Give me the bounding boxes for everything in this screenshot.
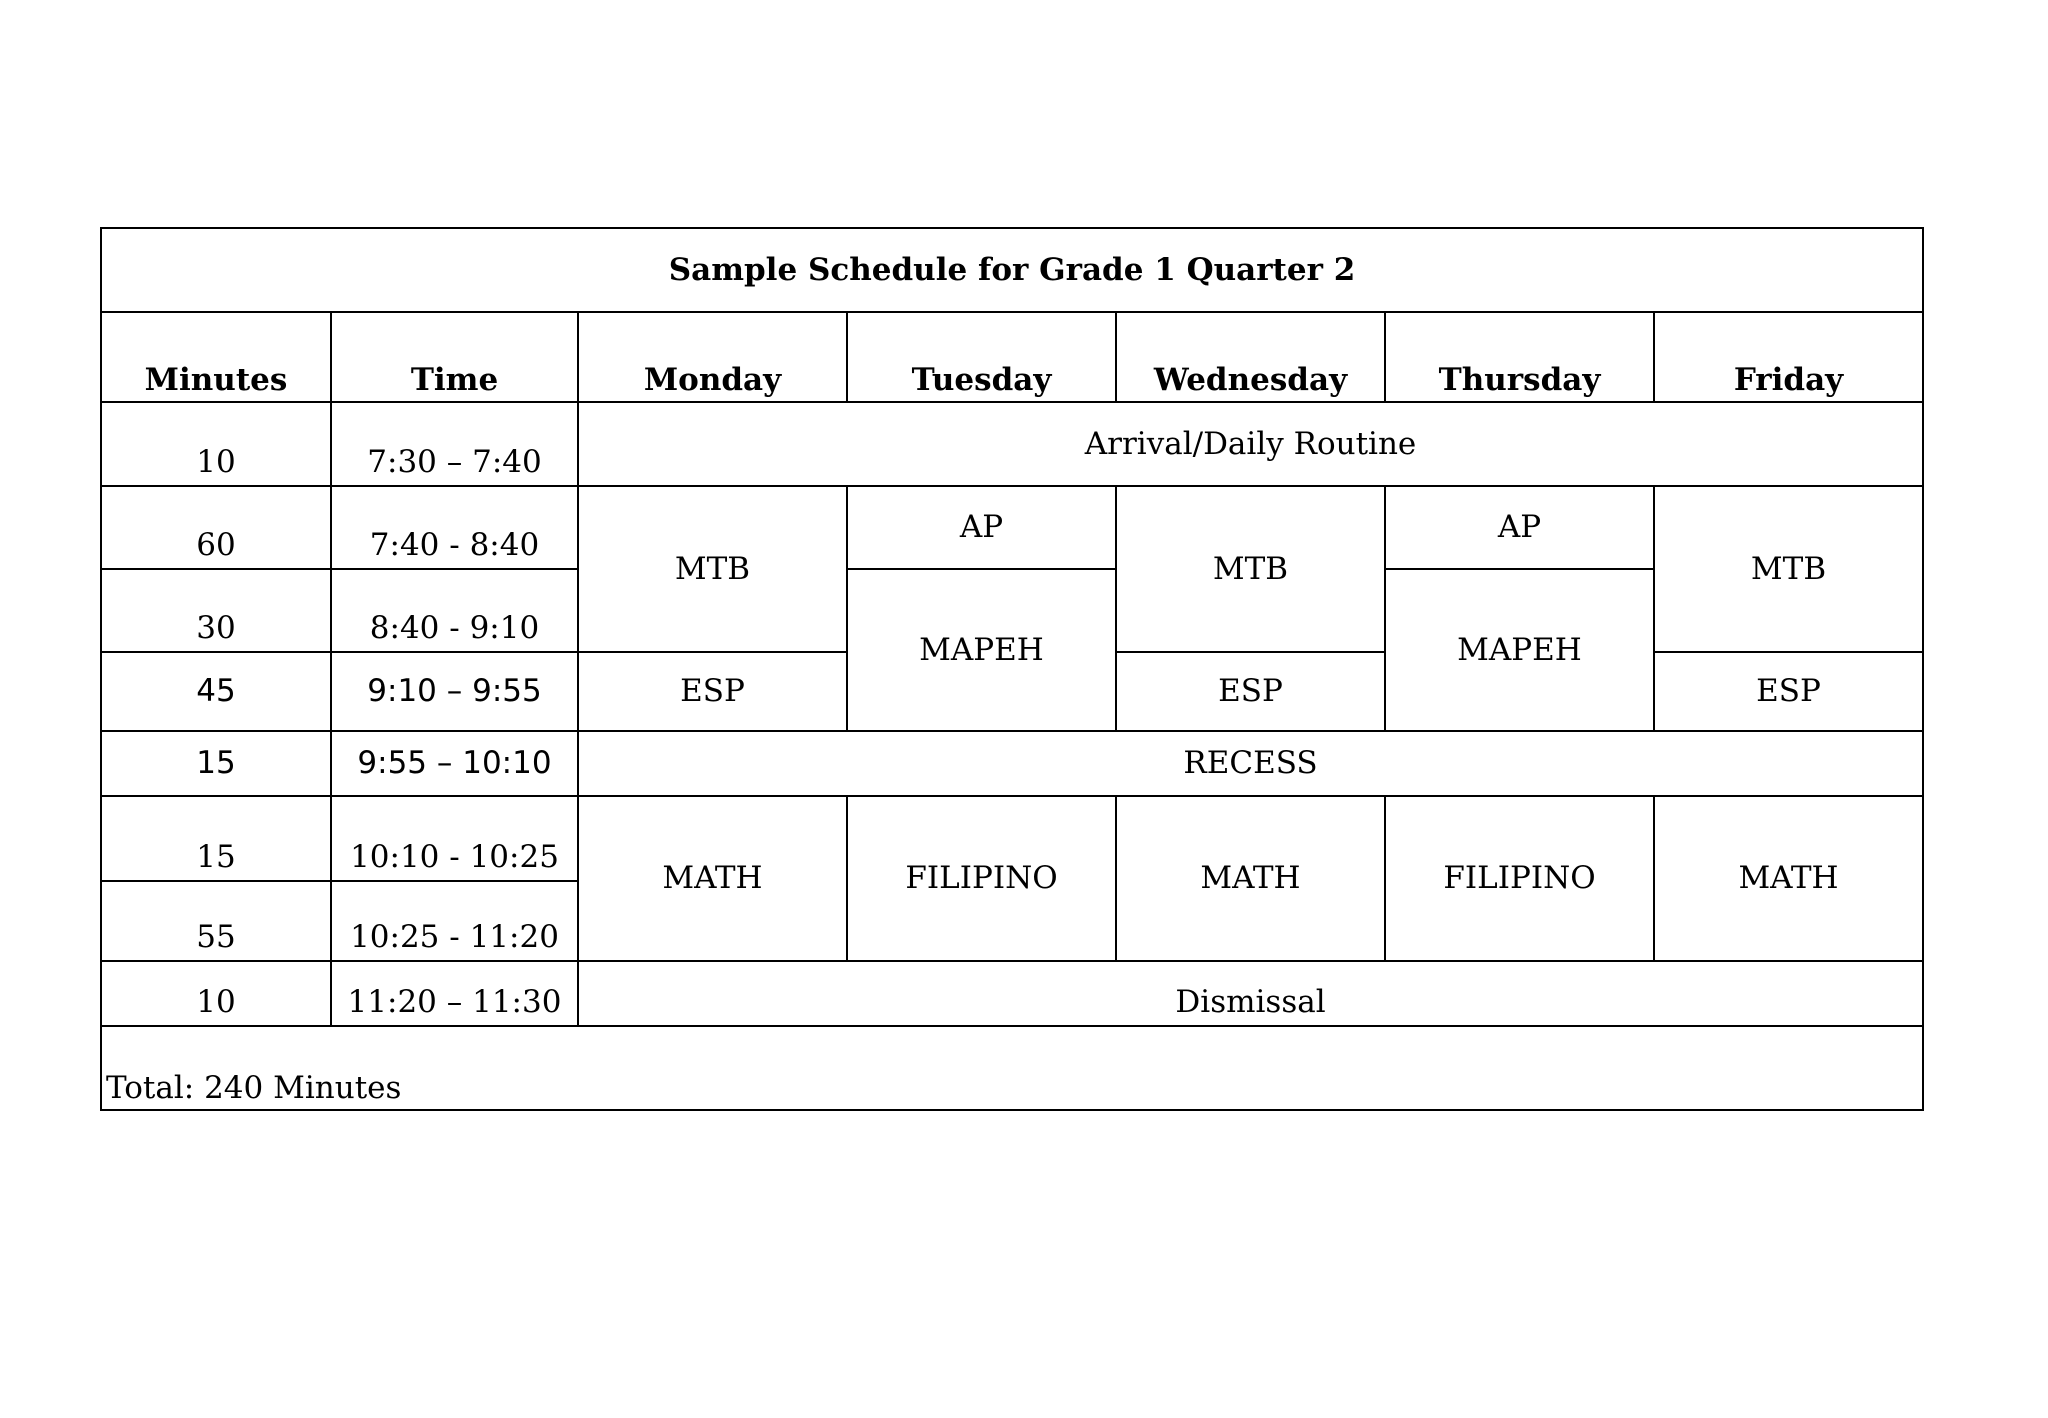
schedule-title: Sample Schedule for Grade 1 Quarter 2: [101, 228, 1923, 312]
block3-minutes: 45: [101, 652, 331, 731]
arrival-row: [101, 402, 1923, 486]
friday-mtb: MTB: [1654, 486, 1923, 652]
header-time: Time: [331, 312, 578, 402]
arrival-activity: Arrival/Daily Routine: [578, 402, 1923, 486]
recess-time: 9:55 – 10:10: [331, 731, 578, 796]
arrival-time: 7:30 – 7:40: [331, 402, 578, 486]
block5-minutes: 55: [101, 881, 331, 961]
tuesday-mapeh: MAPEH: [847, 569, 1116, 731]
recess-row: [101, 731, 1923, 796]
total-minutes: Total: 240 Minutes: [101, 1026, 1923, 1110]
tuesday-ap: AP: [847, 486, 1116, 569]
tuesday-filipino: FILIPINO: [847, 796, 1116, 961]
dismissal-activity: Dismissal: [578, 961, 1923, 1026]
dismissal-row: [101, 961, 1923, 1026]
monday-math: MATH: [578, 796, 847, 961]
arrival-minutes: 10: [101, 402, 331, 486]
block2-minutes: 30: [101, 569, 331, 652]
total-row: [101, 1026, 1923, 1110]
block5-time: 10:25 - 11:20: [331, 881, 578, 961]
block1-time: 7:40 - 8:40: [331, 486, 578, 569]
recess-activity: RECESS: [578, 731, 1923, 796]
thursday-filipino: FILIPINO: [1385, 796, 1654, 961]
block1-row: [101, 486, 1923, 569]
block1-minutes: 60: [101, 486, 331, 569]
block2-row: [101, 569, 1923, 652]
monday-mtb: MTB: [578, 486, 847, 652]
header-friday: Friday: [1654, 312, 1923, 402]
friday-math: MATH: [1654, 796, 1923, 961]
header-wednesday: Wednesday: [1116, 312, 1385, 402]
wednesday-mtb: MTB: [1116, 486, 1385, 652]
header-monday: Monday: [578, 312, 847, 402]
block3-time: 9:10 – 9:55: [331, 652, 578, 731]
wednesday-esp: ESP: [1116, 652, 1385, 731]
title-row: [101, 228, 1923, 312]
wednesday-math: MATH: [1116, 796, 1385, 961]
header-row: [101, 312, 1923, 402]
schedule-table: [100, 227, 1924, 1111]
friday-esp: ESP: [1654, 652, 1923, 731]
header-minutes: Minutes: [101, 312, 331, 402]
header-thursday: Thursday: [1385, 312, 1654, 402]
monday-esp: ESP: [578, 652, 847, 731]
block4-time: 10:10 - 10:25: [331, 796, 578, 881]
header-tuesday: Tuesday: [847, 312, 1116, 402]
dismissal-time: 11:20 – 11:30: [331, 961, 578, 1026]
block2-time: 8:40 - 9:10: [331, 569, 578, 652]
thursday-mapeh: MAPEH: [1385, 569, 1654, 731]
block4-row: [101, 796, 1923, 881]
block4-minutes: 15: [101, 796, 331, 881]
recess-minutes: 15: [101, 731, 331, 796]
dismissal-minutes: 10: [101, 961, 331, 1026]
thursday-ap: AP: [1385, 486, 1654, 569]
